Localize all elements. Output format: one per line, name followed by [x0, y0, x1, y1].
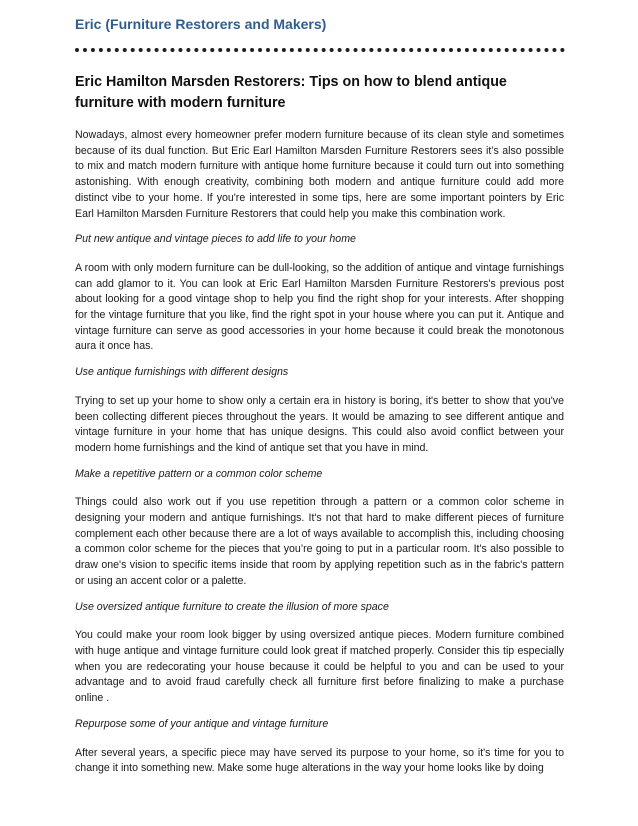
section-body: A room with only modern furniture can be dull-looking, so the addition of antique and vintage furnishings can add glamor to it. You can look at Eric Earl Hamilton Marsden Furniture Restorers's previous post about looking for a good vintage shop to help you find the right shop for your interests. After shopping for the vintage furniture that you like, find the right spot in your house where you can put it. Antique and vintage furniture can serve as good accessories in your home because it could break the monotonous aura it once has. [75, 261, 564, 353]
site-header-title: Eric (Furniture Restorers and Makers) [75, 16, 327, 32]
section-heading: Use antique furnishings with different designs [75, 366, 289, 379]
section-body: Things could also work out if you use repetition through a pattern or a common color scheme in designing your modern and antique furnishings. It's not that hard to make different pieces of furniture complement each other because there are a lot of ways available to accomplish this, including choosing a common color scheme for the pieces that you’re going to put in a particular room. It's also possible to draw one's vision to specific items inside that room by applying repetition such as in the fabric's pattern or using an accent color or a palette. [75, 496, 564, 587]
section-body: After several years, a specific piece may have served its purpose to your home, so it's time for you to change it into something new. Make some huge alterations in the way your home looks like by doing [75, 746, 564, 775]
section-heading: Use oversized antique furniture to create the illusion of more space [75, 600, 389, 613]
section-heading: Make a repetitive pattern or a common color scheme [75, 467, 323, 480]
section-body: Trying to set up your home to show only a certain era in history is boring, it's better to show that you've been collecting different pieces throughout the years. It would be amazing to see different antique and vintage furniture in your home that has unique designs. This could also avoid conflict between your modern home furnishings and the kind of antique set that you have in mind. [75, 394, 564, 454]
section-heading: Repurpose some of your antique and vintage furniture [75, 717, 329, 730]
article-title: Eric Hamilton Marsden Restorers: Tips on how to blend antique furniture with modern furniture [75, 74, 507, 111]
section-2 [75, 365, 564, 457]
article-intro: Nowadays, almost every homeowner prefer modern furniture because of its clean style and sometimes because of its dual function. But Eric Earl Hamilton Marsden Furniture Restorers sees it’s also possible to mix and match modern furniture with antique home furniture because it could turn out into something astonishing. With enough creativity, combining both modern and antique furniture could add more distinct vibe to your home. If you're interested in some tips, here are some important pointers by Eric Earl Hamilton Marsden Furniture Restorers that could help you make this combination work. [75, 129, 564, 220]
section-heading: Put new antique and vintage pieces to add life to your home [75, 233, 356, 246]
section-4 [75, 600, 564, 707]
section-3 [75, 467, 564, 590]
section-5 [75, 717, 564, 777]
dotted-divider [75, 48, 565, 52]
section-body: You could make your room look bigger by using oversized antique pieces. Modern furniture combined with huge antique and vintage furniture could look great if matched properly. Consider this tip especially when you are redecorating your house because it could be helpful to you and can be used to your advantage and to avoid fraud carefully check all furniture first before finalizing to make a purchase online . [75, 629, 564, 705]
section-1 [75, 232, 564, 355]
